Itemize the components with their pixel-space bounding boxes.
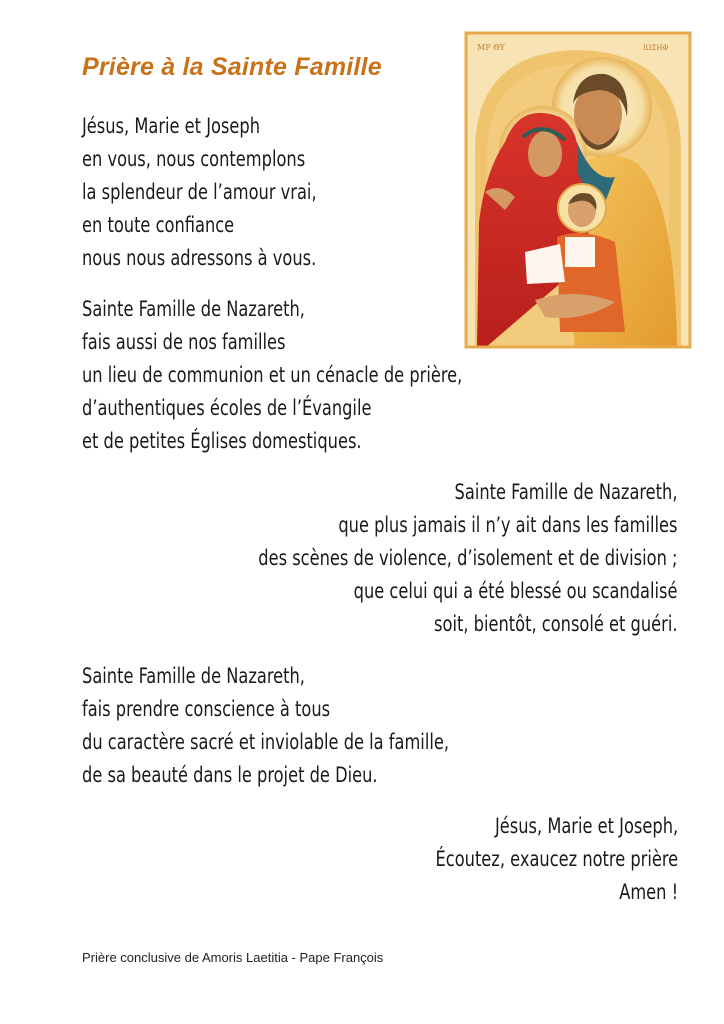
stanza-line: fais prendre conscience à tous [82, 697, 331, 721]
stanza-line: Amen ! [619, 880, 678, 904]
stanza-line: soit, bientôt, consolé et guéri. [434, 612, 678, 636]
inscription-mary: ΜΡ ΘΥ [477, 43, 505, 52]
stanza-line: Sainte Famille de Nazareth, [82, 297, 305, 321]
page-title: Prière à la Sainte Famille [82, 53, 382, 81]
inscription-joseph: ΙΩΣΗΦ [643, 44, 669, 52]
stanza-line: nous nous adressons à vous. [82, 246, 317, 270]
stanza-line: en toute confiance [82, 213, 235, 237]
stanza-line: fais aussi de nos familles [82, 330, 286, 354]
stanza-1 [82, 110, 355, 275]
stanza-line: Sainte Famille de Nazareth, [455, 480, 678, 504]
stanza-line: Jésus, Marie et Joseph, [494, 814, 678, 838]
stanza-line: d’authentiques écoles de l’Évangile [82, 396, 372, 420]
holy-family-icon-image [465, 32, 691, 348]
holy-family-icon [465, 32, 691, 348]
stanza-line: Sainte Famille de Nazareth, [82, 664, 305, 688]
stanza-2 [82, 293, 524, 458]
stanza-5 [396, 810, 678, 909]
stanza-line: de sa beauté dans le projet de Dieu. [82, 763, 378, 787]
stanza-3 [190, 476, 678, 641]
stanza-line: Écoutez, exaucez notre prière [435, 847, 678, 871]
stanza-line: Jésus, Marie et Joseph [82, 114, 261, 138]
stanza-line: que celui qui a été blessé ou scandalisé [354, 579, 678, 603]
stanza-line: un lieu de communion et un cénacle de prière, [82, 363, 463, 387]
stanza-4 [82, 660, 509, 792]
stanza-line: du caractère sacré et inviolable de la famille, [82, 730, 450, 754]
footer-attribution: Prière conclusive de Amoris Laetitia - Pape François [82, 950, 384, 965]
stanza-line: la splendeur de l’amour vrai, [82, 180, 317, 204]
stanza-line: que plus jamais il n’y ait dans les familles [338, 513, 678, 537]
stanza-line: en vous, nous contemplons [82, 147, 306, 171]
stanza-line: et de petites Églises domestiques. [82, 429, 362, 453]
stanza-line: des scènes de violence, d’isolement et de division ; [258, 546, 678, 570]
